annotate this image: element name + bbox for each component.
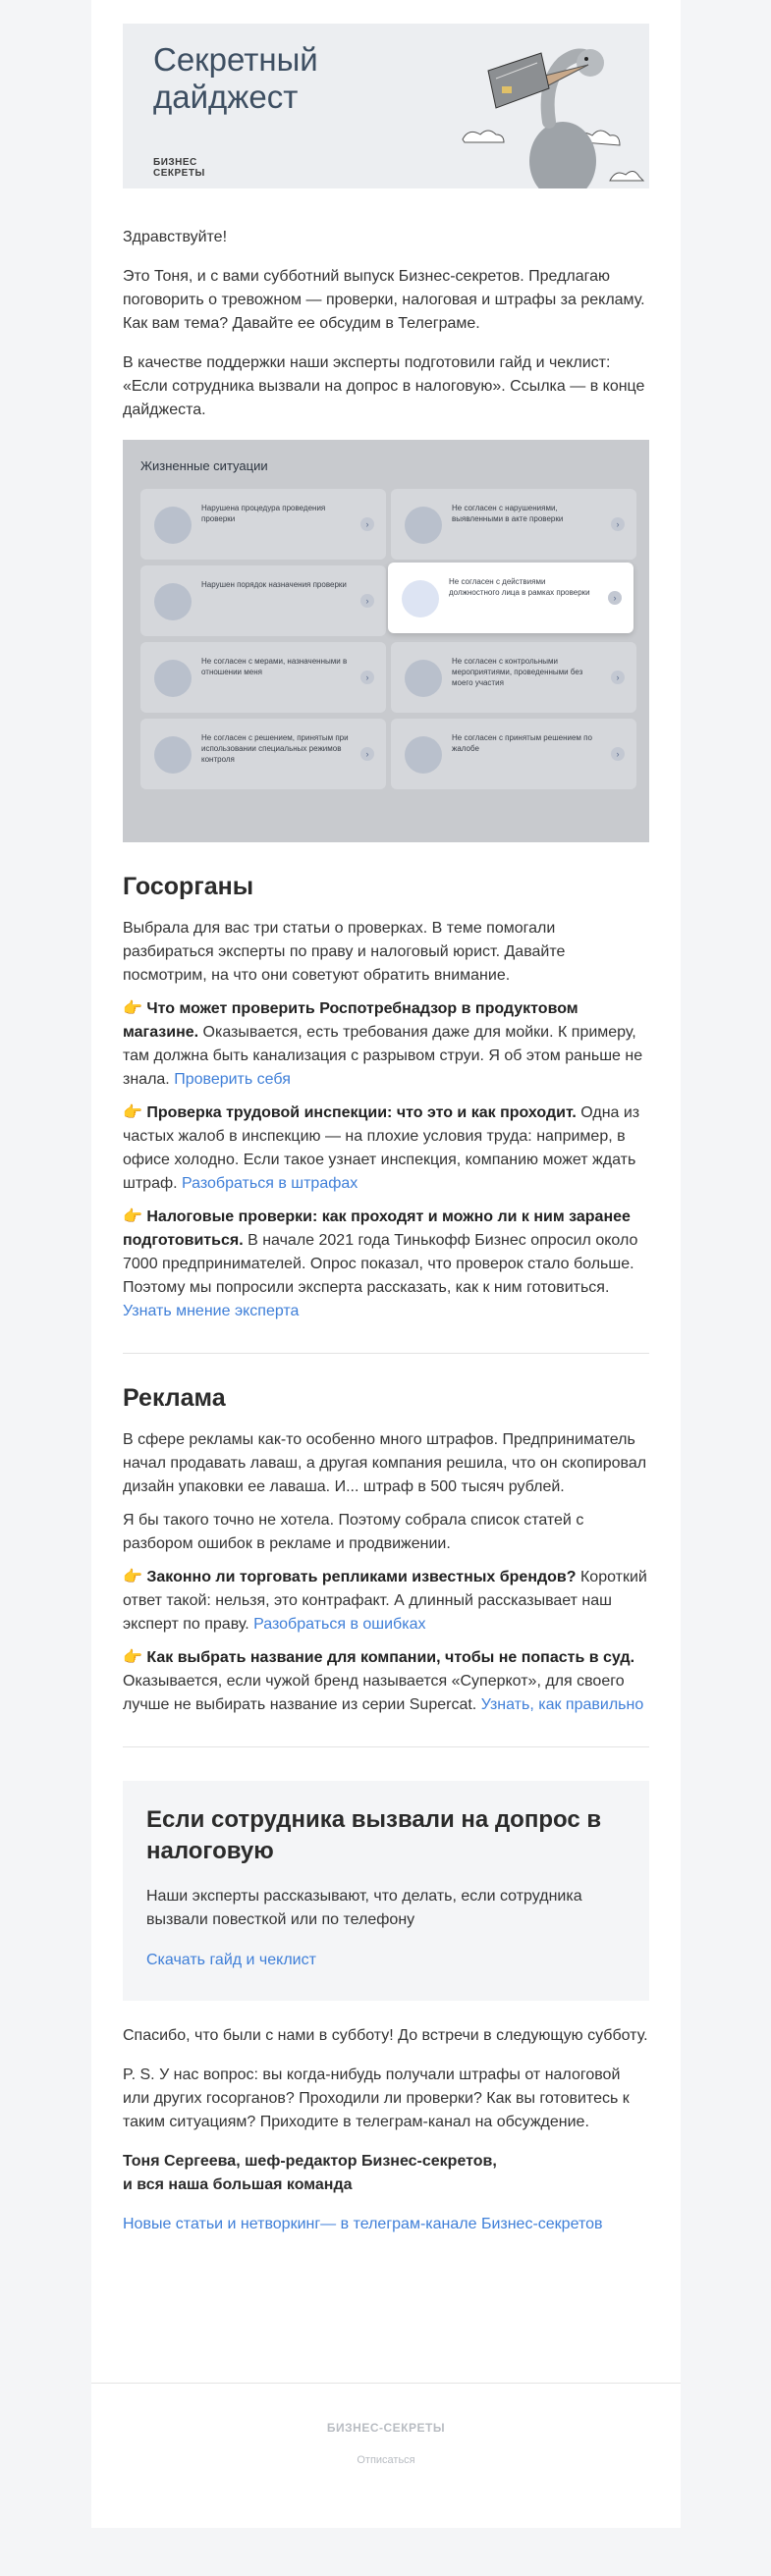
situation-tile — [140, 642, 386, 713]
situation-label: Не согласен с нарушениями, выявленными в акте проверки — [452, 504, 564, 523]
guide-text: Наши эксперты рассказывают, что делать, если сотрудника вызвали повесткой или по телефону — [146, 1888, 582, 1928]
pointing-hand-icon: 👉 — [123, 1104, 142, 1121]
chevron-right-icon: › — [611, 517, 625, 531]
download-guide-link[interactable]: Скачать гайд и чеклист — [146, 1952, 316, 1968]
ads-paragraph-2: Я бы такого точно не хотела. Поэтому собрала список статей с разбором ошибок в рекламе и продвижении. — [123, 1512, 584, 1552]
pointing-hand-icon: 👉 — [123, 1000, 142, 1017]
chevron-right-icon: › — [611, 747, 625, 761]
article-item — [123, 1206, 649, 1323]
email-card — [91, 0, 681, 2528]
situation-label: Нарушена процедура проведения проверки — [201, 504, 326, 523]
situation-label: Нарушен порядок назначения проверки — [201, 580, 347, 589]
ads-paragraph-1: В сфере рекламы как-то особенно много штрафов. Предприниматель начал продавать лаваш, а другая компания решила, что он скопировал дизайн упаковки ее лаваша. И... штраф в 500 тысяч рублей. — [123, 1431, 647, 1495]
situation-label: Не согласен с решением, принятым при использовании специальных режимов контроля — [201, 733, 349, 764]
situation-icon — [405, 736, 442, 774]
outro-thanks: Спасибо, что были с нами в субботу! До встречи в следующую субботу. — [123, 2027, 648, 2044]
article-text: Одна из частых жалоб в инспекцию — на плохие условия труда: например, в офисе холодно. Если такое узнает инспекция, компанию может ждать штраф. — [123, 1104, 640, 1192]
pointing-hand-icon: 👉 — [123, 1569, 142, 1585]
article-link[interactable]: Узнать, как правильно — [480, 1696, 644, 1713]
situation-label: Не согласен с мерами, назначенными в отношении меня — [201, 657, 348, 676]
article-link[interactable]: Разобраться в ошибках — [253, 1616, 426, 1633]
gov-intro: Выбрала для вас три статьи о проверках. В теме помогали разбираться эксперты по праву и налоговый юрист. Давайте посмотрим, на что они советуют обратить внимание. — [123, 920, 566, 984]
situation-icon — [154, 660, 192, 697]
article-title: Что может проверить Роспотребнадзор в продуктовом магазине. — [123, 1000, 578, 1041]
guide-title: Если сотрудника вызвали на допрос в налоговую — [146, 1806, 602, 1864]
article-link[interactable]: Проверить себя — [174, 1071, 291, 1088]
life-situations-screenshot — [123, 440, 649, 842]
unsubscribe-link[interactable]: Отписаться — [357, 2454, 415, 2466]
chevron-right-icon: › — [360, 594, 374, 608]
article-text: Оказывается, если чужой бренд называется «Суперкот», для своего лучше не выбирать название из серии Supercat. — [123, 1673, 625, 1713]
section-heading-ads: Реклама — [123, 1384, 226, 1412]
article-title: Проверка трудовой инспекции: что это и как проходит. — [146, 1104, 577, 1121]
situation-icon — [405, 660, 442, 697]
footer — [91, 2383, 681, 2466]
situation-icon — [405, 507, 442, 544]
divider — [123, 1746, 649, 1747]
outro-ps: P. S. У нас вопрос: вы когда-нибудь получали штрафы от налоговой или других госорганов? Проходили ли проверки? Как вы готовитесь к таким ситуациям? Приходите в телеграм-канал на обсуждение. — [123, 2066, 630, 2130]
screenshot-title: Жизненные ситуации — [140, 458, 268, 473]
pointing-hand-icon: 👉 — [123, 1208, 142, 1225]
situation-tile — [388, 563, 633, 633]
chevron-right-icon: › — [360, 671, 374, 684]
article-item — [123, 1101, 649, 1196]
greeting: Здравствуйте! — [123, 229, 228, 245]
situation-icon — [154, 736, 192, 774]
situation-label: Не согласен с действиями должностного лица в рамках проверки — [449, 577, 590, 597]
article-text: Короткий ответ такой: нельзя, это контрафакт. А длинный рассказывает наш эксперт по праву. — [123, 1569, 647, 1633]
article-text: В начале 2021 года Тинькофф Бизнес опросил около 7000 предпринимателей. Опрос показал, что проверок стало больше. Поэтому мы попросили эксперта рассказать, как к ним готовиться. — [123, 1232, 638, 1296]
intro-paragraph-1: Это Тоня, и с вами субботний выпуск Бизнес-секретов. Предлагаю поговорить о тревожном — проверки, налоговая и штрафы за рекламу. Как вам тема? Давайте ее обсудим в Телеграме. — [123, 268, 645, 332]
article-item — [123, 1566, 649, 1637]
footer-brand: БИЗНЕС-СЕКРЕТЫ — [326, 2421, 446, 2435]
chevron-right-icon: › — [611, 671, 625, 684]
situation-tile — [140, 565, 386, 636]
section-heading-gov: Госорганы — [123, 873, 254, 900]
article-title: Налоговые проверки: как проходят и можно ли к ним заранее подготовиться. — [123, 1208, 631, 1249]
pelican-illustration — [423, 24, 649, 188]
article-item — [123, 997, 649, 1092]
article-item — [123, 1646, 649, 1717]
situation-icon — [402, 580, 439, 617]
article-link[interactable]: Узнать мнение эксперта — [123, 1303, 300, 1319]
situation-tile — [391, 489, 636, 560]
intro-paragraph-2: В качестве поддержки наши эксперты подготовили гайд и чеклист: «Если сотрудника вызвали на допрос в налоговую». Ссылка — в конце дайджеста. — [123, 354, 645, 418]
article-link[interactable]: Разобраться в штрафах — [182, 1175, 358, 1192]
signature: Тоня Сергеева, шеф-редактор Бизнес-секретов, и вся наша большая команда — [123, 2153, 497, 2193]
divider — [123, 1353, 649, 1354]
situation-icon — [154, 507, 192, 544]
situation-tile — [140, 489, 386, 560]
article-title: Как выбрать название для компании, чтобы не попасть в суд. — [146, 1649, 635, 1666]
telegram-channel-link[interactable]: Новые статьи и нетворкинг— в телеграм-канале Бизнес-секретов — [123, 2216, 603, 2232]
situation-label: Не согласен с принятым решением по жалобе — [452, 733, 592, 753]
banner-title: Секретный дайджест — [153, 41, 318, 115]
situation-tile — [391, 719, 636, 789]
situation-tile — [391, 642, 636, 713]
pointing-hand-icon: 👉 — [123, 1649, 142, 1666]
article-text: Оказывается, есть требования даже для мойки. К примеру, там должна быть канализация с разрывом струи. Я об этом раньше не знала. — [123, 1024, 643, 1088]
banner-brand-logo: БИЗНЕС СЕКРЕТЫ — [153, 157, 205, 179]
situation-icon — [154, 583, 192, 620]
situation-label: Не согласен с контрольными мероприятиями, проведенными без моего участия — [452, 657, 583, 687]
article-title: Законно ли торговать репликами известных брендов? — [146, 1569, 577, 1585]
chevron-right-icon: › — [360, 517, 374, 531]
chevron-right-icon: › — [608, 591, 622, 605]
chevron-right-icon: › — [360, 747, 374, 761]
digest-banner — [123, 24, 649, 188]
situation-tile — [140, 719, 386, 789]
guide-promo-block — [123, 1781, 649, 2001]
